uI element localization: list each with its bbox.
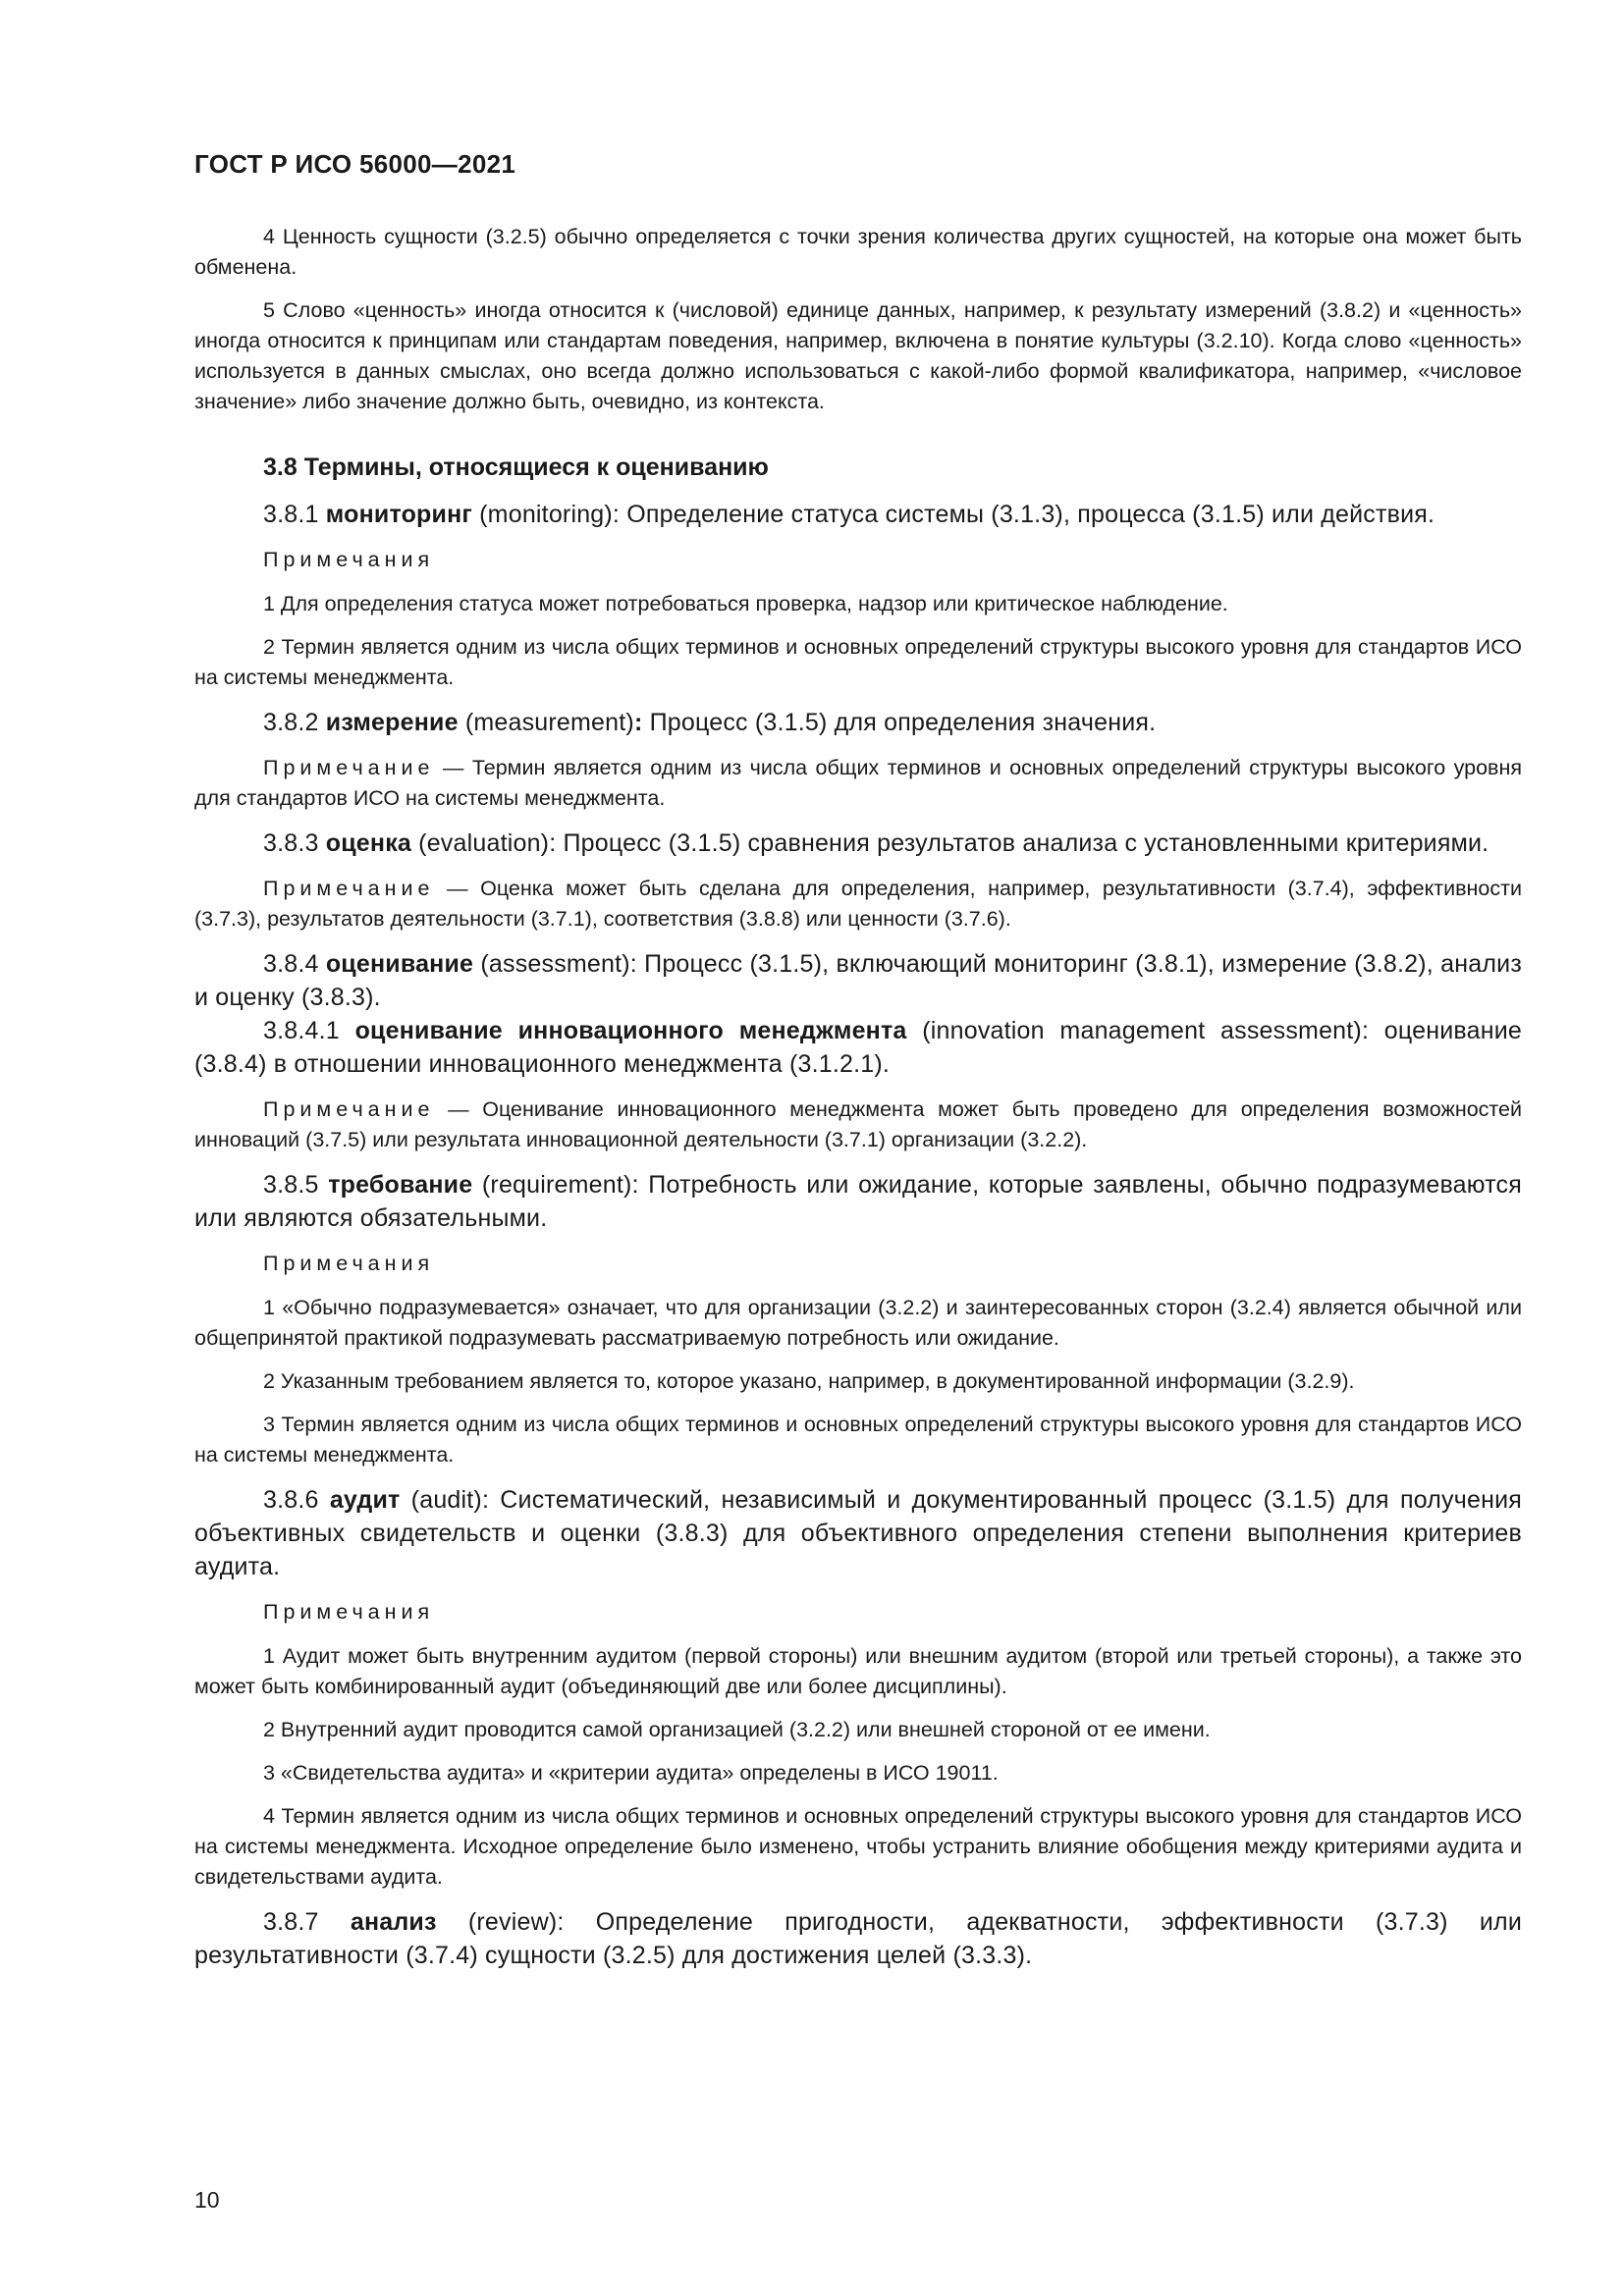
note-text: — Оценка может быть сделана для определения, например, результативности (3.7.4), эффективности (3.7.3), результатов деятельности (3.7.1), соответствия (3.8.8) или ценности (3.7.6). — [194, 877, 1522, 931]
term-3-8-2 — [194, 706, 1522, 739]
note-paragraph: 2 Термин является одним из числа общих терминов и основных определений структуры высокого уровня для стандартов ИСО на системы менеджмента. — [194, 635, 1522, 689]
term-3-8-7 — [194, 1905, 1522, 1972]
term-number: 3.8.1 — [263, 501, 319, 528]
term-3-8-5 — [194, 1168, 1522, 1235]
term-number: 3.8.4 — [263, 950, 319, 978]
note-paragraph: 1 Для определения статуса может потребоваться проверка, надзор или критическое наблюдение. — [263, 592, 1228, 615]
note-paragraph: 3 Термин является одним из числа общих терминов и основных определений структуры высокого уровня для стандартов ИСО на системы менеджмента. — [194, 1413, 1522, 1467]
note-paragraph — [194, 1095, 1522, 1155]
term-name: измерение — [325, 709, 459, 736]
term-3-8-4 — [194, 947, 1522, 1014]
term-number: 3.8.2 — [263, 709, 319, 736]
notes-label: Примечания — [263, 1252, 435, 1275]
note-paragraph: 4 Термин является одним из числа общих терминов и основных определений структуры высокого уровня для стандартов ИСО на системы менеджмента. Исходное определение было изменено, чтобы устранить влияние обобщения между критериями аудита и свидетельствами аудита. — [194, 1804, 1522, 1889]
term-definition: (assessment): Процесс (3.1.5), включающий мониторинг (3.8.1), измерение (3.8.2), анализ и оценку (3.8.3). — [194, 950, 1522, 1011]
term-definition: (review): Определение пригодности, адекватности, эффективности (3.7.3) или результативности (3.7.4) сущности (3.2.5) для достижения целей (3.3.3). — [194, 1908, 1522, 1969]
note-paragraph: 2 Указанным требованием является то, которое указано, например, в документированной информации (3.2.9). — [263, 1369, 1355, 1393]
note-text: — Термин является одним из числа общих терминов и основных определений структуры высокого уровня для стандартов ИСО на системы менеджмента. — [194, 756, 1522, 810]
document-body — [194, 222, 1522, 1986]
term-definition: (audit): Систематический, независимый и документированный процесс (3.1.5) для получения объективных свидетельств и оценки (3.8.3) для объективного определения степени выполнения критериев аудита. — [194, 1486, 1522, 1580]
notes-label: Примечания — [263, 1600, 435, 1624]
document-header: ГОСТ Р ИСО 56000—2021 — [194, 149, 516, 179]
note-paragraph — [194, 753, 1522, 814]
term-name: анализ — [350, 1908, 437, 1936]
note-paragraph: 5 Слово «ценность» иногда относится к (числовой) единице данных, например, к результату измерений (3.8.2) и «ценность» иногда относится к принципам или стандартам поведения, например, включена в понятие культуры (3.2.10). Когда слово «ценность» используется в данных смыслах, оно всегда должно использоваться с какой-либо формой квалификатора, например, «числовое значение» либо значение должно быть, очевидно, из контекста. — [194, 298, 1522, 413]
note-text: — Оценивание инновационного менеджмента может быть проведено для определения возможностей инноваций (3.7.5) или результата инновационной деятельности (3.7.1) организации (3.2.2). — [194, 1097, 1522, 1151]
term-definition: (measurement) — [458, 709, 634, 736]
term-definition: (innovation management assessment): оценивание (3.8.4) в отношении инновационного менеджмента (3.1.2.1). — [194, 1017, 1522, 1078]
note-paragraph: 1 «Обычно подразумевается» означает, что для организации (3.2.2) и заинтересованных сторон (3.2.4) является обычной или общепринятой практикой подразумевать рассматриваемую потребность или ожидание. — [194, 1296, 1522, 1350]
note-paragraph: 4 Ценность сущности (3.2.5) обычно определяется с точки зрения количества других сущностей, на которые она может быть обменена. — [194, 225, 1522, 279]
note-paragraph: 3 «Свидетельства аудита» и «критерии аудита» определены в ИСО 19011. — [263, 1761, 999, 1785]
note-paragraph: 1 Аудит может быть внутренним аудитом (первой стороны) или внешним аудитом (второй или третьей стороны), а также это может быть комбинированный аудит (объединяющий две или более дисциплины). — [194, 1644, 1522, 1698]
term-colon: : — [633, 709, 643, 736]
term-number: 3.8.7 — [263, 1908, 319, 1936]
note-label: Примечание — [263, 877, 435, 900]
note-label: Примечание — [263, 1097, 435, 1121]
note-label: Примечание — [263, 756, 435, 779]
term-name: требование — [328, 1171, 473, 1199]
section-title: 3.8 Термины, относящиеся к оцениванию — [263, 454, 769, 481]
term-definition: (evaluation): Процесс (3.1.5) сравнения результатов анализа с установленными критериями. — [411, 829, 1489, 857]
term-definition: (requirement): Потребность или ожидание, которые заявлены, обычно подразумеваются или являются обязательными. — [194, 1171, 1522, 1232]
term-name: оценка — [325, 829, 412, 857]
term-definition: Процесс (3.1.5) для определения значения. — [642, 709, 1157, 736]
term-number: 3.8.6 — [263, 1486, 319, 1514]
term-3-8-6 — [194, 1483, 1522, 1583]
note-paragraph — [194, 874, 1522, 934]
term-name: оценивание — [325, 950, 474, 978]
term-3-8-1 — [194, 498, 1522, 531]
term-number: 3.8.5 — [263, 1171, 319, 1199]
note-paragraph: 2 Внутренний аудит проводится самой организацией (3.2.2) или внешней стороной от ее имени. — [263, 1718, 1211, 1741]
term-name: мониторинг — [325, 501, 473, 528]
term-name: оценивание инновационного менеджмента — [354, 1017, 907, 1044]
notes-label: Примечания — [263, 548, 435, 571]
page-number: 10 — [194, 2187, 220, 2213]
term-definition: (monitoring): Определение статуса системы (3.1.3), процесса (3.1.5) или действия. — [472, 501, 1435, 528]
term-number: 3.8.3 — [263, 829, 319, 857]
term-name: аудит — [329, 1486, 401, 1514]
term-3-8-3 — [194, 827, 1522, 860]
term-3-8-4-1 — [194, 1014, 1522, 1081]
term-number: 3.8.4.1 — [263, 1017, 340, 1044]
